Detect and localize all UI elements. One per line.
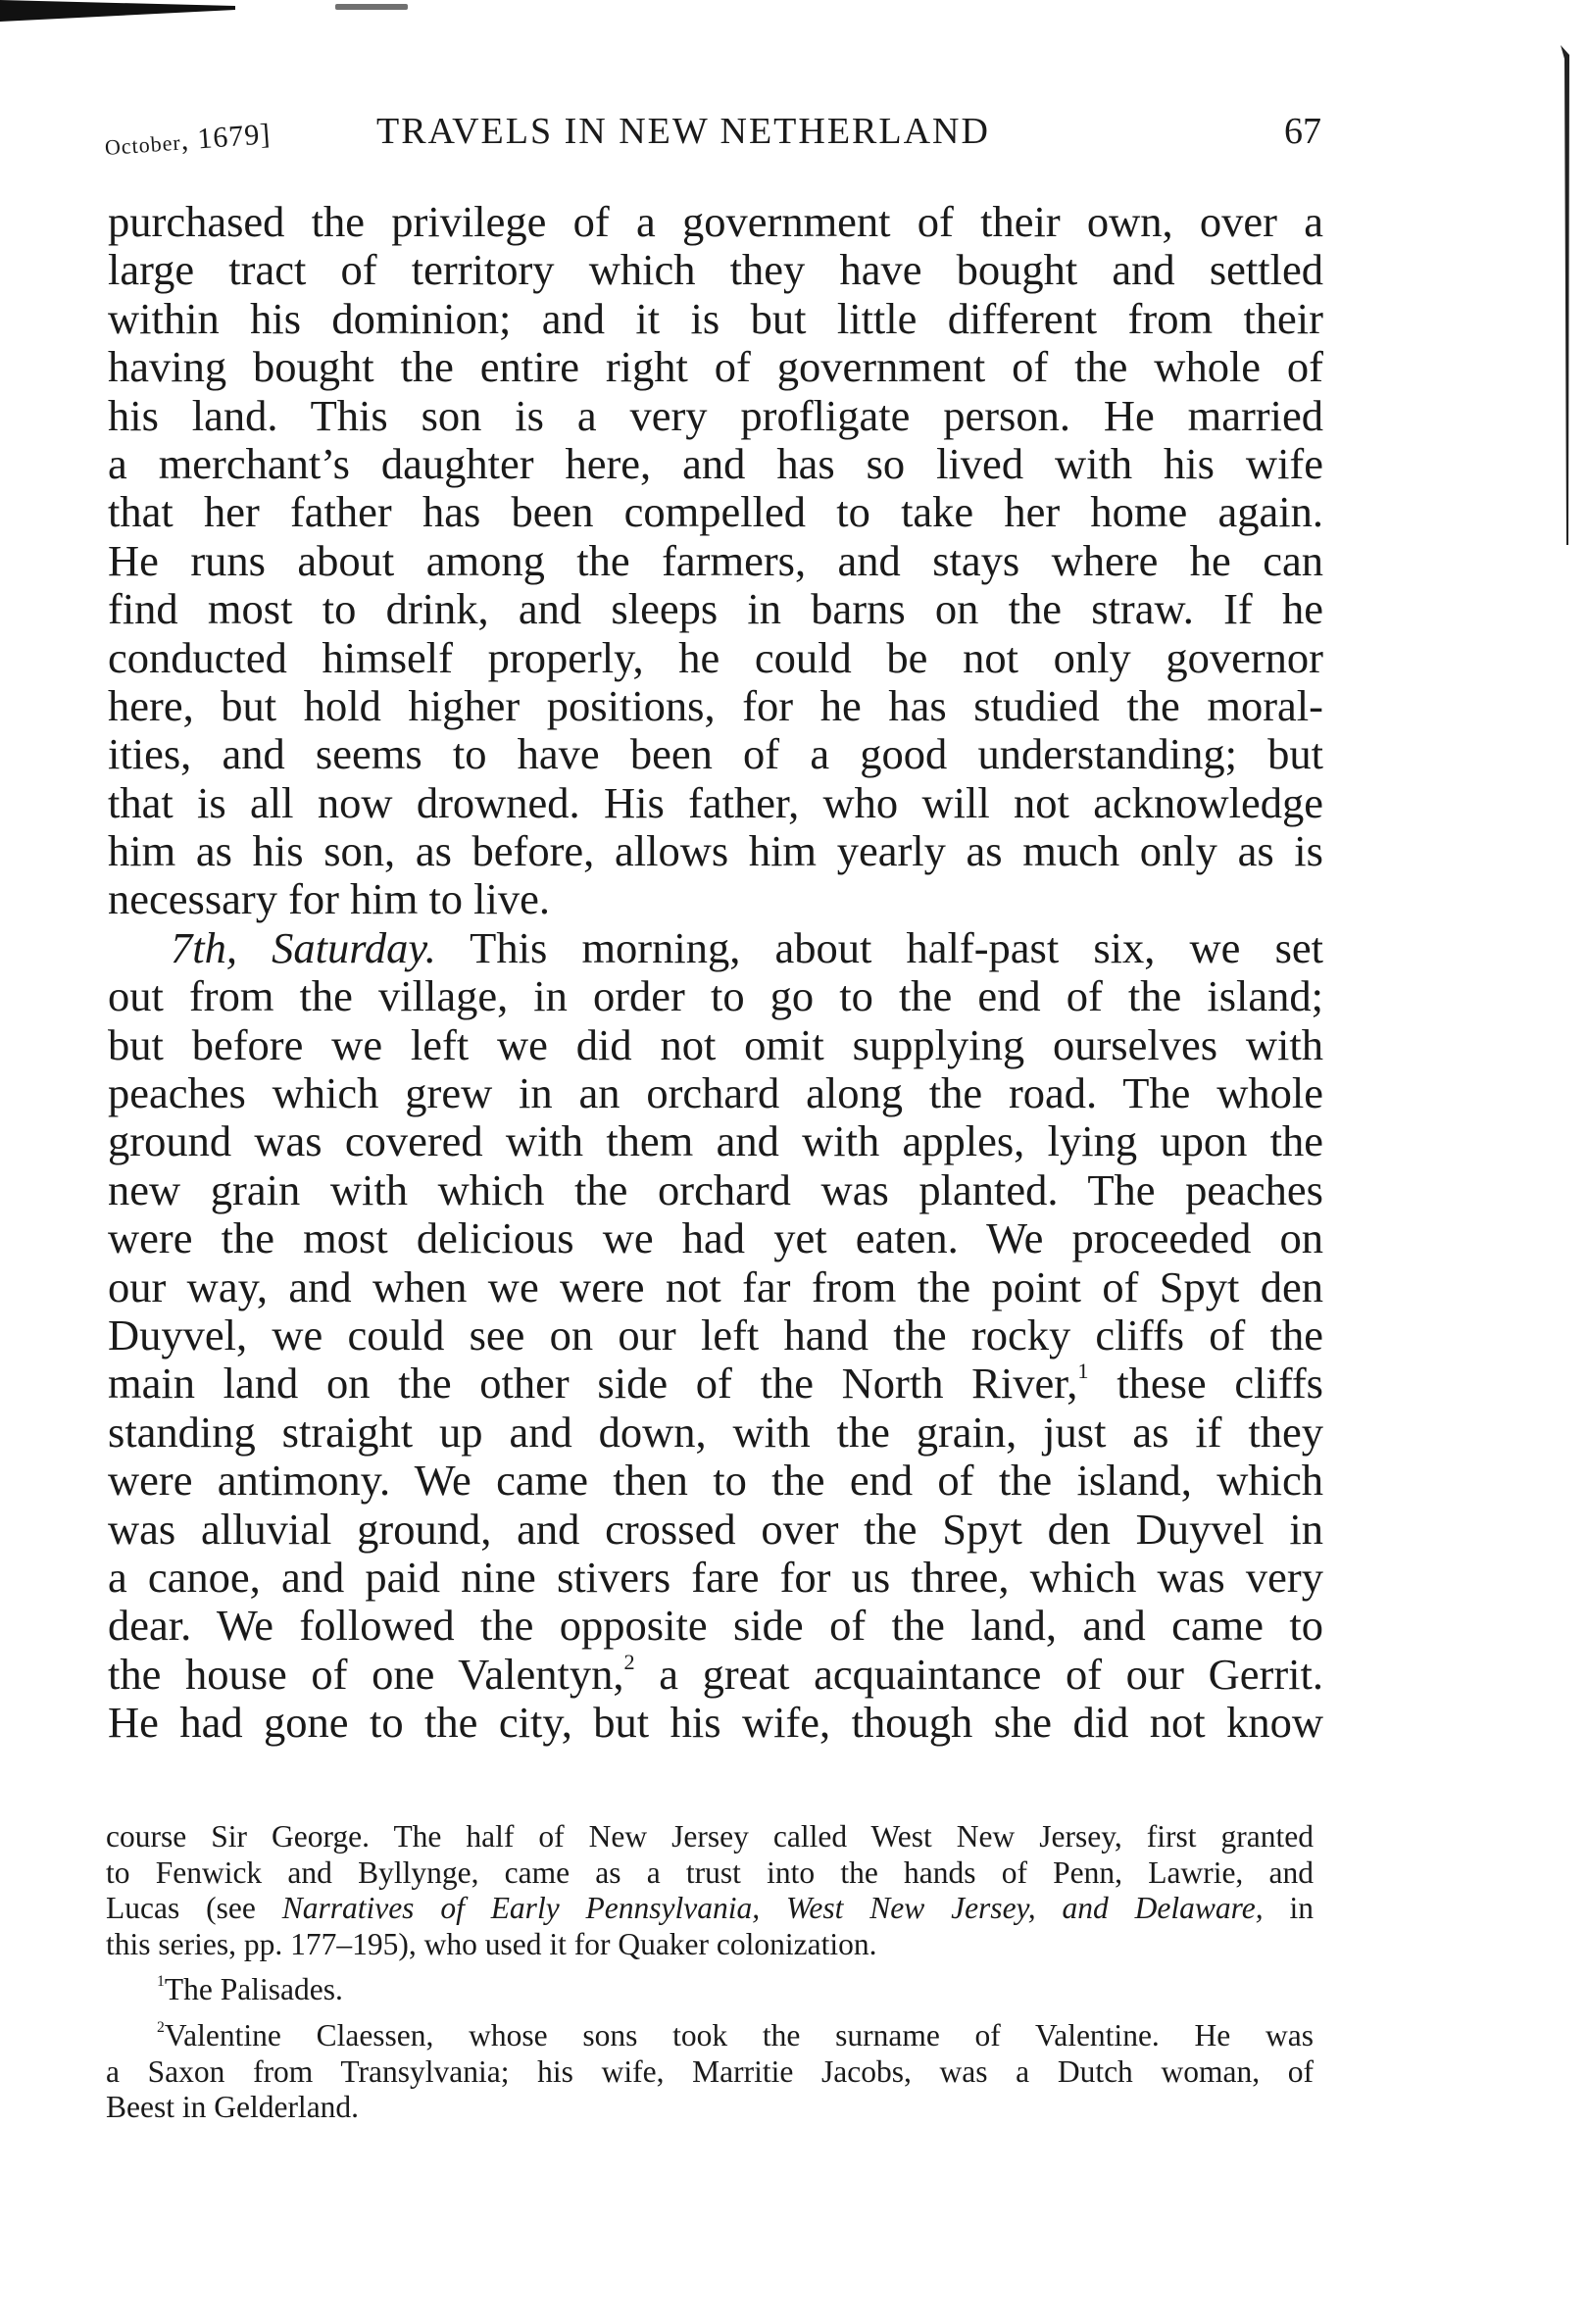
date-month: October — [104, 129, 182, 161]
text-line — [108, 1651, 1323, 1699]
footnote-line: this series, pp. 177–195), who used it for Quaker colonization. — [106, 1926, 877, 1961]
footnote-line: a Saxon from Transylvania; his wife, Marritie Jacobs, was a Dutch woman, of — [106, 2053, 1314, 2089]
text-line: him as his son, as before, allows him yearly as much only as is — [108, 826, 1323, 876]
text-line — [108, 1360, 1323, 1408]
date-heading: 7th, Saturday. — [171, 922, 436, 972]
scan-artifact-top-center — [335, 4, 408, 10]
text-line: standing straight up and down, with the grain, just as if they — [108, 1407, 1323, 1457]
footnotes — [106, 1819, 1314, 2126]
footnote-line: course Sir George. The half of New Jersey called West New Jersey, first granted — [106, 1819, 1314, 1854]
cited-title: Narratives of Early Pennsylvania, West New Jersey, and Delaware, — [281, 1891, 1264, 1926]
text-span: in — [1263, 1891, 1314, 1926]
footnote-text: Valentine Claessen, whose sons took the surname of Valentine. He was — [164, 2017, 1314, 2052]
text-line: purchased the privilege of a government of their own, over a — [108, 197, 1323, 246]
text-line: but before we left we did not omit supplying ourselves with — [108, 1019, 1323, 1069]
text-line: were the most delicious we had yet eaten. We proceeded on — [108, 1213, 1323, 1263]
scan-artifact-top-left — [0, 0, 235, 22]
text-line: were antimony. We came then to the end of the island, which — [108, 1456, 1323, 1506]
footnote-mark-1: 1 — [157, 1973, 165, 1991]
text-span: This morning, about half-past six, we set — [435, 922, 1323, 972]
text-line: ground was covered with them and with apples, lying upon the — [108, 1116, 1323, 1166]
date-year: , 1679] — [179, 118, 273, 157]
text-line: his land. This son is a very profligate person. He married — [108, 390, 1323, 440]
text-line: Duyvel, we could see on our left hand the rocky cliffs of the — [108, 1310, 1323, 1360]
text-span: the house of one Valentyn, — [108, 1649, 624, 1699]
text-line: that is all now drowned. His father, who will not acknowledge — [108, 777, 1323, 827]
text-line: new grain with which the orchard was planted. The peaches — [108, 1164, 1323, 1214]
text-line: He had gone to the city, but his wife, though she did not know — [108, 1698, 1323, 1748]
text-line: having bought the entire right of government of the whole of — [108, 342, 1323, 392]
text-line: that her father has been compelled to take her home again. — [108, 487, 1323, 537]
text-line: our way, and when we were not far from the point of Spyt den — [108, 1261, 1323, 1311]
text-line: dear. We followed the opposite side of the land, and came to — [108, 1601, 1323, 1651]
text-line: conducted himself properly, he could be not only governor — [108, 632, 1323, 682]
text-line: within his dominion; and it is but little different from their — [108, 293, 1323, 343]
text-line: necessary for him to live. — [108, 874, 551, 924]
footnote-1 — [106, 1972, 1314, 2008]
text-span: Lucas (see — [106, 1891, 282, 1926]
footnote-line: Beest in Gelderland. — [106, 2090, 360, 2125]
footnote-mark-2: 2 — [157, 2018, 165, 2036]
text-line: out from the village, in order to go to the end of the island; — [108, 971, 1323, 1021]
text-span: a great acquaintance of our Gerrit. — [634, 1649, 1323, 1699]
text-line: find most to drink, and sleeps in barns on the straw. If he — [108, 584, 1323, 634]
text-line: He runs about among the farmers, and stays where he can — [108, 535, 1323, 585]
scan-artifact-right-edge — [1561, 45, 1570, 545]
body-text — [108, 198, 1323, 1748]
running-head-date — [104, 118, 273, 163]
text-line: large tract of territory which they have bought and settled — [108, 245, 1323, 295]
footnote-text: The Palisades. — [164, 1972, 343, 2007]
footnote-line — [106, 1891, 1314, 1927]
text-line: here, but hold higher positions, for he has studied the moral- — [108, 680, 1323, 730]
paragraph-start-line — [108, 924, 1323, 972]
footnote-ref-2[interactable]: 2 — [623, 1649, 635, 1674]
footnote-line: to Fenwick and Byllynge, came as a trust into the hands of Penn, Lawrie, and — [106, 1854, 1314, 1890]
footnote-ref-1[interactable]: 1 — [1077, 1359, 1089, 1384]
text-span: these cliffs — [1088, 1359, 1323, 1409]
text-line: a merchant’s daughter here, and has so lived with his wife — [108, 438, 1323, 488]
page-number: 67 — [1284, 111, 1321, 152]
text-line: a canoe, and paid nine stivers fare for us three, which was very — [108, 1552, 1323, 1602]
footnote-2 — [106, 2018, 1314, 2054]
text-line: peaches which grew in an orchard along the road. The whole — [108, 1068, 1323, 1118]
running-head-title: TRAVELS IN NEW NETHERLAND — [376, 111, 990, 152]
text-line: was alluvial ground, and crossed over the Spyt den Duyvel in — [108, 1504, 1323, 1554]
text-span: main land on the other side of the North River, — [108, 1359, 1078, 1409]
text-line: ities, and seems to have been of a good understanding; but — [108, 729, 1323, 779]
running-head — [106, 110, 1321, 169]
